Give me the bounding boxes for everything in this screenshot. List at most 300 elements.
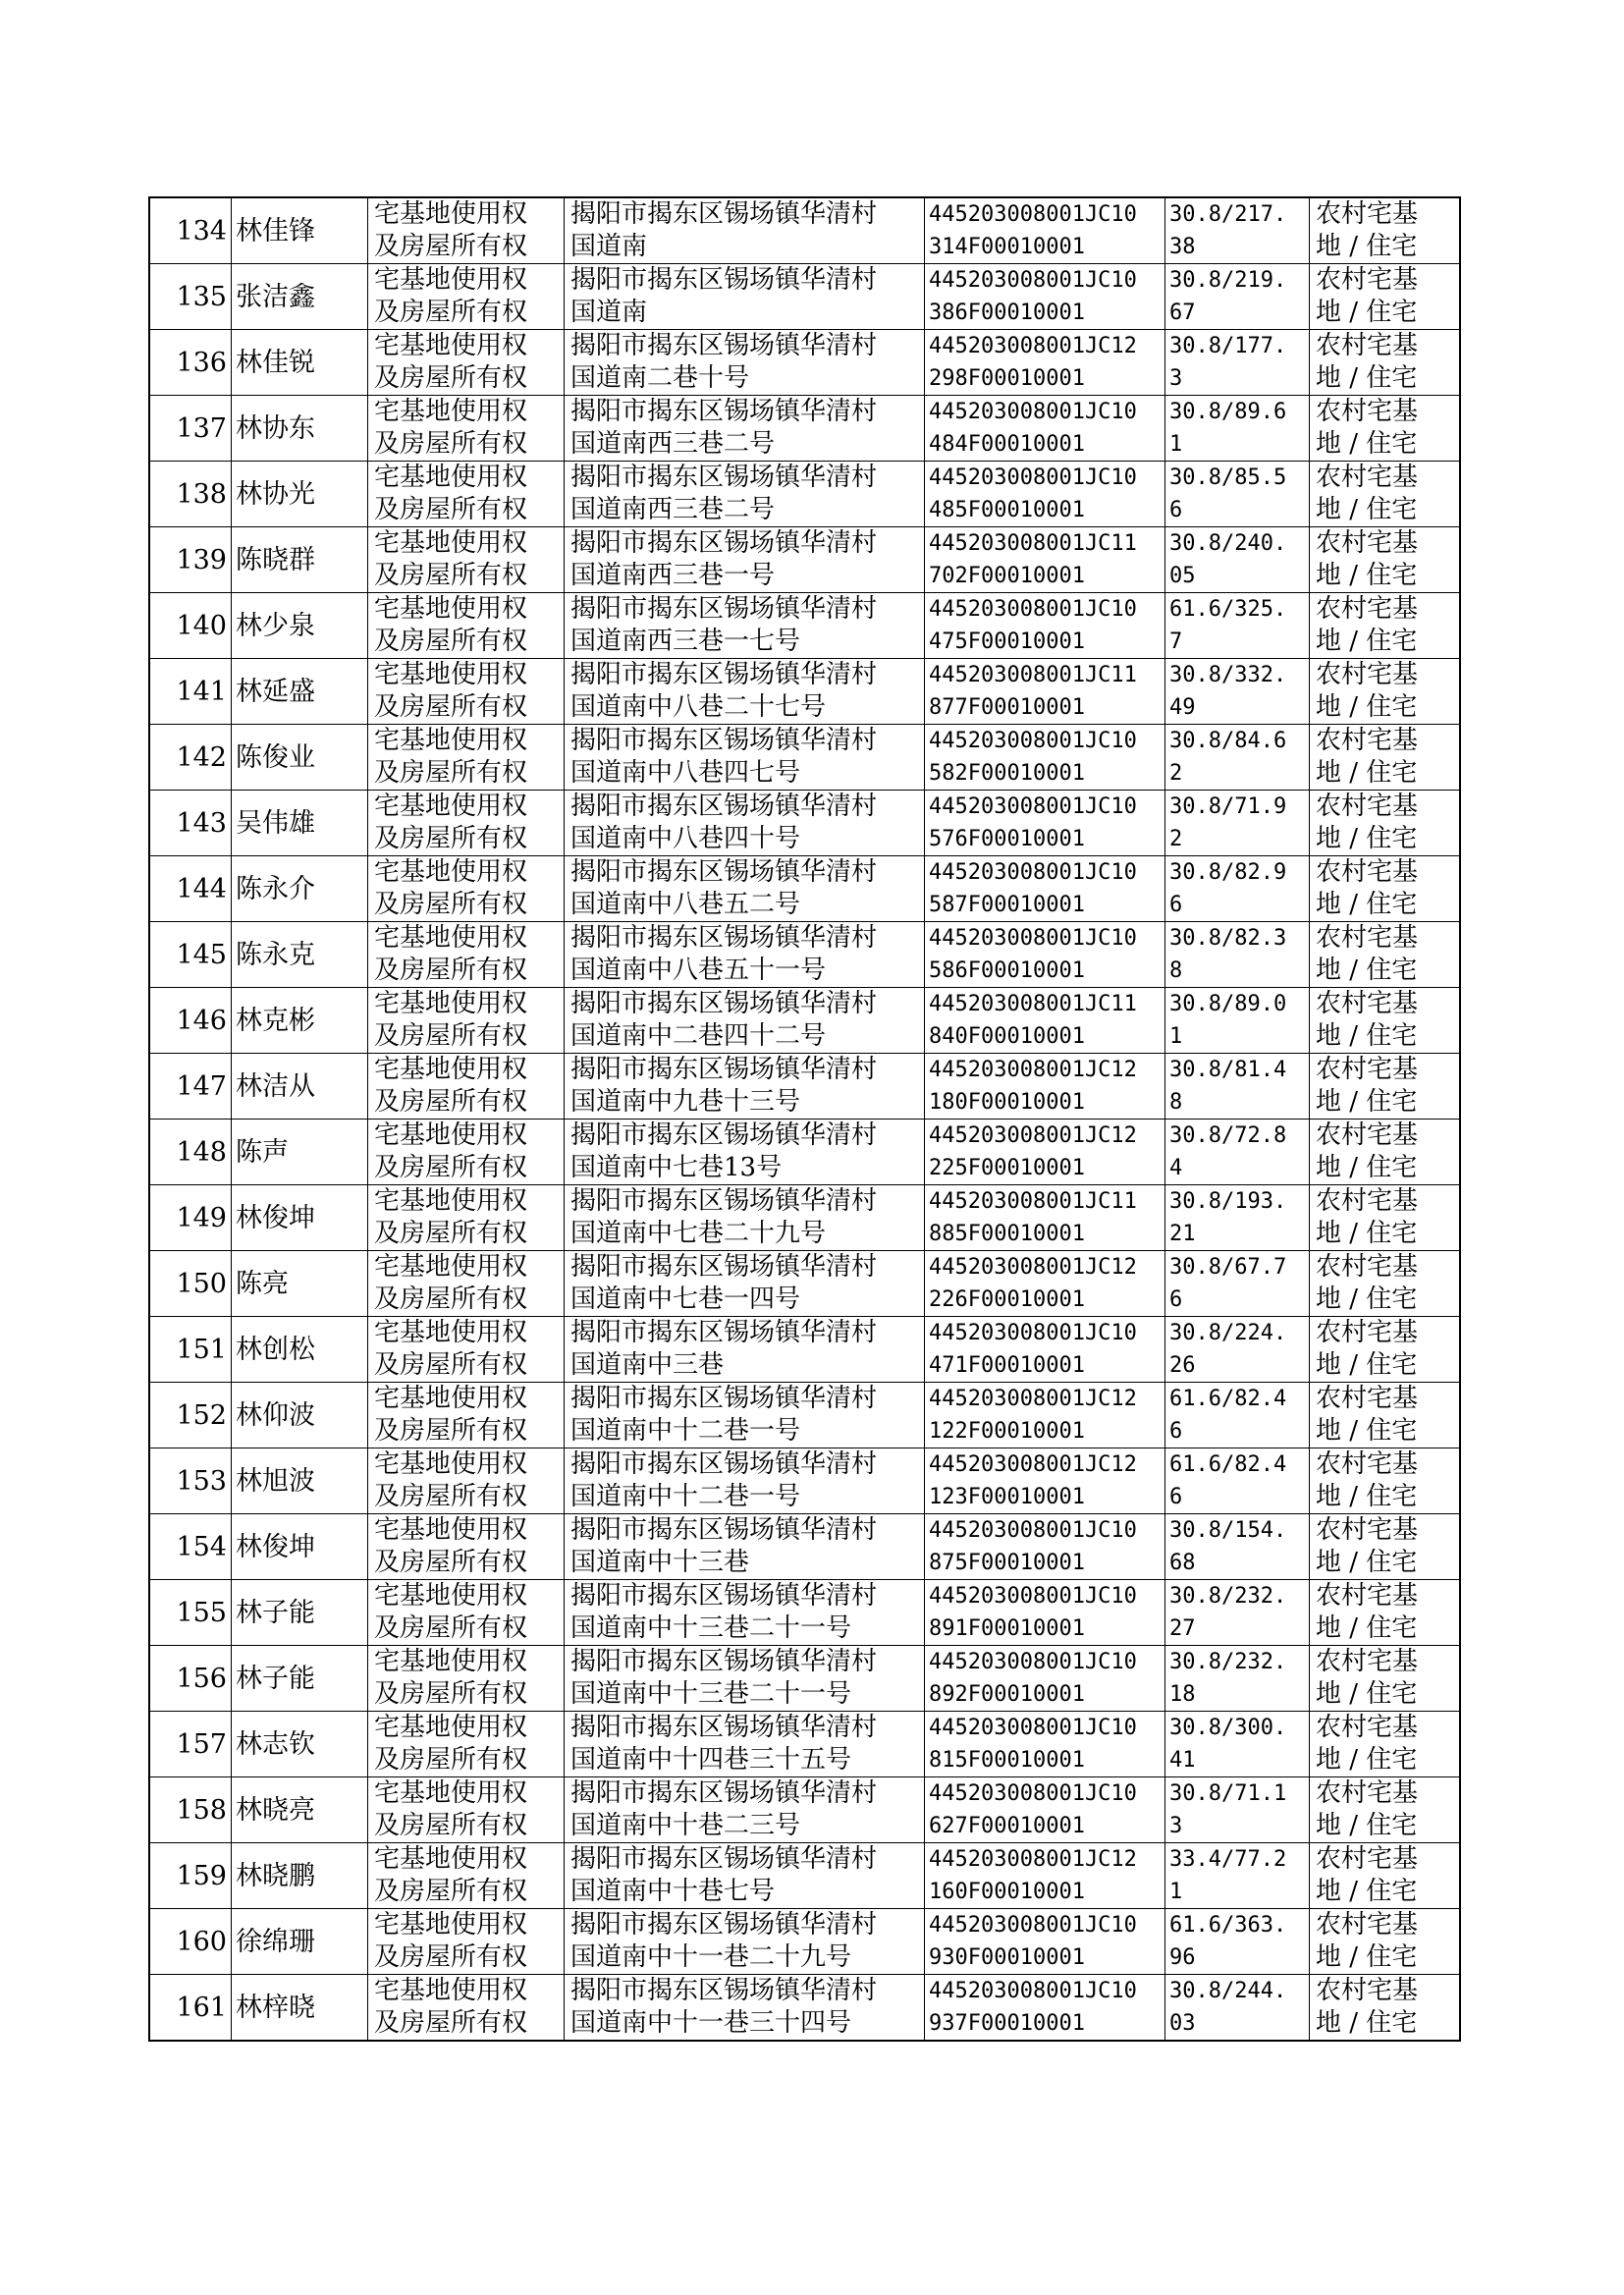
area-cell [1165,1383,1310,1448]
usage-line-1: 农村宅基 [1316,1186,1419,1216]
unit-code-cell [925,330,1165,396]
usage-cell [1310,1909,1461,1975]
table-row [149,1646,1460,1712]
owner-name: 林子能 [232,1646,368,1712]
area-line-2: 3 [1169,366,1183,391]
usage-line-2: 地 / 住宅 [1316,692,1418,722]
right-type-line-1: 宅基地使用权 [374,660,528,689]
address-line-1: 揭阳市揭东区锡场镇华清村 [570,1055,878,1084]
unit-code-line-1: 445203008001JC12 [929,1255,1137,1280]
usage-cell [1310,659,1461,725]
right-type-line-1: 宅基地使用权 [374,528,528,558]
address-cell [565,922,925,988]
right-type-line-1: 宅基地使用权 [374,594,528,624]
address-line-2: 国道南中八巷五二号 [570,890,801,919]
usage-cell [1310,1120,1461,1185]
right-type-line-1: 宅基地使用权 [374,1515,528,1545]
unit-code-cell [925,1185,1165,1251]
right-type-cell [368,264,565,330]
unit-code-line-2: 484F00010001 [929,432,1085,457]
area-line-1: 30.8/232. [1169,1584,1287,1609]
right-type-line-2: 及房屋所有权 [374,429,528,459]
row-number: 161 [149,1975,232,2042]
right-type-line-2: 及房屋所有权 [374,1482,528,1511]
owner-name: 林俊坤 [232,1185,368,1251]
area-cell [1165,791,1310,856]
right-type-cell [368,1383,565,1448]
unit-code-cell [925,527,1165,593]
usage-line-1: 农村宅基 [1316,1449,1419,1479]
address-line-2: 国道南中八巷四七号 [570,758,801,788]
table-row [149,264,1460,330]
address-line-2: 国道南中八巷五十一号 [570,956,827,985]
address-line-1: 揭阳市揭东区锡场镇华清村 [570,1384,878,1413]
usage-line-2: 地 / 住宅 [1316,1219,1418,1248]
area-line-2: 4 [1169,1156,1183,1180]
owner-name: 陈亮 [232,1251,368,1317]
row-number: 148 [149,1120,232,1185]
address-line-1: 揭阳市揭东区锡场镇华清村 [570,1449,878,1479]
usage-line-2: 地 / 住宅 [1316,824,1418,853]
address-line-1: 揭阳市揭东区锡场镇华清村 [570,199,878,229]
area-line-2: 1 [1169,1880,1183,1904]
usage-line-1: 农村宅基 [1316,1120,1419,1150]
right-type-cell [368,1646,565,1712]
table-row [149,1712,1460,1777]
area-line-2: 38 [1169,235,1196,259]
unit-code-line-2: 576F00010001 [929,827,1085,851]
address-cell [565,1646,925,1712]
row-number: 144 [149,856,232,922]
usage-line-2: 地 / 住宅 [1316,1942,1418,1972]
unit-code-cell [925,791,1165,856]
right-type-line-2: 及房屋所有权 [374,1416,528,1446]
right-type-line-1: 宅基地使用权 [374,792,528,821]
usage-cell [1310,1514,1461,1580]
right-type-cell [368,1580,565,1646]
address-line-2: 国道南西三巷二号 [570,429,776,459]
address-cell [565,396,925,462]
usage-line-1: 农村宅基 [1316,792,1419,821]
area-line-1: 30.8/89.6 [1169,400,1287,424]
right-type-cell [368,593,565,659]
table-row [149,527,1460,593]
right-type-line-2: 及房屋所有权 [374,1679,528,1709]
area-cell [1165,988,1310,1054]
address-line-2: 国道南中九巷十三号 [570,1087,801,1117]
table-row [149,1580,1460,1646]
address-cell [565,725,925,791]
row-number: 137 [149,396,232,462]
usage-cell [1310,527,1461,593]
right-type-cell [368,988,565,1054]
right-type-line-2: 及房屋所有权 [374,692,528,722]
unit-code-line-1: 445203008001JC10 [929,1716,1137,1740]
usage-line-1: 农村宅基 [1316,1055,1419,1084]
owner-name: 林志钦 [232,1712,368,1777]
row-number: 134 [149,197,232,264]
address-line-1: 揭阳市揭东区锡场镇华清村 [570,660,878,689]
right-type-line-1: 宅基地使用权 [374,1910,528,1940]
owner-name: 陈永克 [232,922,368,988]
usage-cell [1310,1448,1461,1514]
right-type-line-1: 宅基地使用权 [374,1778,528,1808]
unit-code-line-2: 123F00010001 [929,1485,1085,1509]
right-type-line-2: 及房屋所有权 [374,1021,528,1051]
area-cell [1165,1448,1310,1514]
unit-code-cell [925,988,1165,1054]
unit-code-cell [925,1646,1165,1712]
table-row [149,791,1460,856]
area-cell [1165,1646,1310,1712]
area-cell [1165,1843,1310,1909]
right-type-cell [368,1054,565,1120]
usage-line-1: 农村宅基 [1316,397,1419,426]
owner-name: 徐绵珊 [232,1909,368,1975]
right-type-line-2: 及房屋所有权 [374,1745,528,1775]
unit-code-line-1: 445203008001JC11 [929,1189,1137,1214]
usage-line-2: 地 / 住宅 [1316,298,1418,327]
unit-code-line-2: 627F00010001 [929,1814,1085,1838]
unit-code-line-2: 877F00010001 [929,695,1085,720]
address-line-2: 国道南 [570,298,648,327]
address-line-2: 国道南中二巷四十二号 [570,1021,827,1051]
right-type-line-2: 及房屋所有权 [374,1877,528,1906]
usage-line-1: 农村宅基 [1316,1910,1419,1940]
area-line-1: 30.8/72.8 [1169,1123,1287,1148]
right-type-line-2: 及房屋所有权 [374,1613,528,1643]
right-type-line-2: 及房屋所有权 [374,824,528,853]
right-type-line-2: 及房屋所有权 [374,2008,528,2038]
address-line-2: 国道南二巷十号 [570,363,750,393]
usage-line-2: 地 / 住宅 [1316,1087,1418,1117]
right-type-line-2: 及房屋所有权 [374,363,528,393]
owner-name: 林仰波 [232,1383,368,1448]
usage-line-2: 地 / 住宅 [1316,429,1418,459]
unit-code-line-2: 471F00010001 [929,1353,1085,1378]
usage-cell [1310,725,1461,791]
address-line-1: 揭阳市揭东区锡场镇华清村 [570,1120,878,1150]
right-type-line-1: 宅基地使用权 [374,1449,528,1479]
table-row [149,1317,1460,1383]
table-row [149,396,1460,462]
right-type-line-1: 宅基地使用权 [374,1713,528,1742]
area-line-2: 67 [1169,301,1196,325]
owner-name: 林梓晓 [232,1975,368,2042]
address-line-1: 揭阳市揭东区锡场镇华清村 [570,857,878,887]
usage-line-2: 地 / 住宅 [1316,1482,1418,1511]
right-type-cell [368,1448,565,1514]
right-type-line-2: 及房屋所有权 [374,1811,528,1840]
row-number: 147 [149,1054,232,1120]
area-line-2: 7 [1169,629,1183,654]
usage-line-2: 地 / 住宅 [1316,1416,1418,1446]
right-type-line-1: 宅基地使用权 [374,1055,528,1084]
area-line-1: 30.8/82.9 [1169,860,1287,885]
area-cell [1165,1712,1310,1777]
table-row [149,1120,1460,1185]
usage-line-1: 农村宅基 [1316,989,1419,1018]
address-line-2: 国道南中十巷二三号 [570,1811,801,1840]
address-line-1: 揭阳市揭东区锡场镇华清村 [570,594,878,624]
usage-cell [1310,197,1461,264]
row-number: 146 [149,988,232,1054]
area-line-1: 30.8/193. [1169,1189,1287,1214]
area-line-2: 1 [1169,1024,1183,1049]
owner-name: 张洁鑫 [232,264,368,330]
usage-line-1: 农村宅基 [1316,528,1419,558]
area-line-1: 30.8/89.0 [1169,992,1287,1016]
table-row [149,1777,1460,1843]
area-cell [1165,659,1310,725]
unit-code-line-2: 892F00010001 [929,1682,1085,1707]
usage-line-2: 地 / 住宅 [1316,956,1418,985]
row-number: 158 [149,1777,232,1843]
usage-line-1: 农村宅基 [1316,726,1419,755]
usage-cell [1310,396,1461,462]
right-type-cell [368,1777,565,1843]
right-type-cell [368,527,565,593]
area-cell [1165,1909,1310,1975]
right-type-cell [368,1251,565,1317]
address-cell [565,1251,925,1317]
unit-code-line-1: 445203008001JC10 [929,926,1137,951]
right-type-line-1: 宅基地使用权 [374,1318,528,1347]
usage-cell [1310,1646,1461,1712]
unit-code-line-1: 445203008001JC11 [929,992,1137,1016]
owner-name: 林延盛 [232,659,368,725]
owner-name: 陈俊业 [232,725,368,791]
table-row [149,1514,1460,1580]
unit-code-line-2: 885F00010001 [929,1222,1085,1246]
address-line-2: 国道南中八巷四十号 [570,824,801,853]
row-number: 135 [149,264,232,330]
row-number: 159 [149,1843,232,1909]
address-line-1: 揭阳市揭东区锡场镇华清村 [570,1844,878,1874]
right-type-line-2: 及房屋所有权 [374,298,528,327]
area-line-2: 6 [1169,1419,1183,1444]
row-number: 138 [149,462,232,527]
address-cell [565,1054,925,1120]
right-type-line-2: 及房屋所有权 [374,1219,528,1248]
address-line-2: 国道南西三巷一七号 [570,627,801,656]
usage-cell [1310,1843,1461,1909]
unit-code-line-2: 160F00010001 [929,1880,1085,1904]
usage-cell [1310,1580,1461,1646]
address-cell [565,856,925,922]
area-cell [1165,1514,1310,1580]
right-type-cell [368,1120,565,1185]
address-line-2: 国道南中十三巷二十一号 [570,1613,852,1643]
usage-line-1: 农村宅基 [1316,594,1419,624]
right-type-line-1: 宅基地使用权 [374,1581,528,1611]
right-type-cell [368,725,565,791]
unit-code-line-2: 937F00010001 [929,2011,1085,2036]
owner-name: 陈声 [232,1120,368,1185]
area-cell [1165,856,1310,922]
unit-code-line-1: 445203008001JC10 [929,1321,1137,1345]
unit-code-line-1: 445203008001JC12 [929,1387,1137,1411]
unit-code-line-1: 445203008001JC10 [929,400,1137,424]
owner-name: 林协光 [232,462,368,527]
unit-code-line-1: 445203008001JC12 [929,1058,1137,1082]
address-line-2: 国道南 [570,232,648,261]
unit-code-cell [925,659,1165,725]
table-row [149,1251,1460,1317]
usage-line-2: 地 / 住宅 [1316,1679,1418,1709]
area-line-1: 30.8/332. [1169,663,1287,687]
right-type-line-2: 及房屋所有权 [374,1153,528,1182]
area-cell [1165,1185,1310,1251]
usage-cell [1310,462,1461,527]
usage-line-1: 农村宅基 [1316,1318,1419,1347]
right-type-line-1: 宅基地使用权 [374,1252,528,1282]
row-number: 145 [149,922,232,988]
usage-line-1: 农村宅基 [1316,660,1419,689]
area-cell [1165,1054,1310,1120]
right-type-cell [368,1712,565,1777]
table-row [149,856,1460,922]
usage-line-1: 农村宅基 [1316,1778,1419,1808]
area-line-2: 3 [1169,1814,1183,1838]
area-line-2: 26 [1169,1353,1196,1378]
usage-line-1: 农村宅基 [1316,265,1419,295]
area-line-1: 30.8/224. [1169,1321,1287,1345]
usage-cell [1310,1777,1461,1843]
address-line-2: 国道南中十四巷三十五号 [570,1745,852,1775]
area-cell [1165,1580,1310,1646]
usage-line-2: 地 / 住宅 [1316,1745,1418,1775]
area-cell [1165,593,1310,659]
usage-line-1: 农村宅基 [1316,1647,1419,1676]
area-line-2: 2 [1169,761,1183,786]
usage-cell [1310,1712,1461,1777]
area-line-1: 30.8/244. [1169,1979,1287,2003]
unit-code-cell [925,462,1165,527]
right-type-cell [368,330,565,396]
right-type-line-2: 及房屋所有权 [374,1284,528,1314]
right-type-line-1: 宅基地使用权 [374,1976,528,2005]
usage-line-2: 地 / 住宅 [1316,627,1418,656]
unit-code-cell [925,1251,1165,1317]
unit-code-line-2: 702F00010001 [929,564,1085,588]
address-cell [565,1975,925,2042]
right-type-cell [368,1317,565,1383]
area-line-2: 6 [1169,1287,1183,1312]
unit-code-line-2: 840F00010001 [929,1024,1085,1049]
unit-code-line-2: 485F00010001 [929,498,1085,522]
unit-code-cell [925,593,1165,659]
unit-code-line-2: 314F00010001 [929,235,1085,259]
address-cell [565,1120,925,1185]
address-line-1: 揭阳市揭东区锡场镇华清村 [570,1186,878,1216]
owner-name: 林佳锐 [232,330,368,396]
owner-name: 陈晓群 [232,527,368,593]
unit-code-cell [925,1120,1165,1185]
unit-code-line-1: 445203008001JC10 [929,729,1137,753]
unit-code-cell [925,1777,1165,1843]
row-number: 136 [149,330,232,396]
owner-name: 林晓亮 [232,1777,368,1843]
area-cell [1165,922,1310,988]
right-type-line-2: 及房屋所有权 [374,956,528,985]
address-line-2: 国道南西三巷一号 [570,561,776,590]
right-type-cell [368,1843,565,1909]
owner-name: 林子能 [232,1580,368,1646]
unit-code-cell [925,197,1165,264]
usage-line-2: 地 / 住宅 [1316,1284,1418,1314]
table-row [149,1909,1460,1975]
address-line-1: 揭阳市揭东区锡场镇华清村 [570,792,878,821]
unit-code-cell [925,264,1165,330]
address-cell [565,593,925,659]
right-type-line-1: 宅基地使用权 [374,1844,528,1874]
table-row [149,1843,1460,1909]
unit-code-line-1: 445203008001JC10 [929,794,1137,819]
unit-code-line-2: 225F00010001 [929,1156,1085,1180]
usage-line-1: 农村宅基 [1316,1976,1419,2005]
address-cell [565,1909,925,1975]
usage-cell [1310,1383,1461,1448]
right-type-cell [368,197,565,264]
area-line-2: 49 [1169,695,1196,720]
unit-code-cell [925,1054,1165,1120]
usage-cell [1310,1975,1461,2042]
table-row [149,1975,1460,2042]
unit-code-cell [925,1514,1165,1580]
address-cell [565,659,925,725]
table-row [149,1054,1460,1120]
owner-name: 林协东 [232,396,368,462]
area-cell [1165,330,1310,396]
owner-name: 林洁从 [232,1054,368,1120]
area-line-2: 6 [1169,893,1183,917]
unit-code-cell [925,1317,1165,1383]
area-line-1: 30.8/71.1 [1169,1781,1287,1806]
table-row [149,1383,1460,1448]
unit-code-line-2: 587F00010001 [929,893,1085,917]
right-type-line-2: 及房屋所有权 [374,495,528,524]
area-line-1: 30.8/232. [1169,1650,1287,1674]
right-type-cell [368,659,565,725]
right-type-cell [368,462,565,527]
right-type-line-2: 及房屋所有权 [374,758,528,788]
row-number: 156 [149,1646,232,1712]
unit-code-line-1: 445203008001JC10 [929,1913,1137,1938]
right-type-cell [368,1909,565,1975]
area-line-2: 6 [1169,1485,1183,1509]
usage-line-1: 农村宅基 [1316,1713,1419,1742]
address-line-1: 揭阳市揭东区锡场镇华清村 [570,1581,878,1611]
address-cell [565,1712,925,1777]
unit-code-line-1: 445203008001JC10 [929,1781,1137,1806]
area-line-1: 30.8/85.5 [1169,465,1287,490]
owner-name: 林晓鹏 [232,1843,368,1909]
property-rights-table-body [149,197,1460,2041]
address-line-1: 揭阳市揭东区锡场镇华清村 [570,463,878,492]
area-line-2: 96 [1169,1945,1196,1970]
area-line-2: 05 [1169,564,1196,588]
usage-line-2: 地 / 住宅 [1316,890,1418,919]
area-line-2: 18 [1169,1682,1196,1707]
right-type-line-1: 宅基地使用权 [374,1120,528,1150]
usage-cell [1310,1317,1461,1383]
area-line-1: 61.6/82.4 [1169,1452,1287,1477]
area-cell [1165,1975,1310,2042]
right-type-cell [368,791,565,856]
unit-code-cell [925,922,1165,988]
usage-cell [1310,330,1461,396]
